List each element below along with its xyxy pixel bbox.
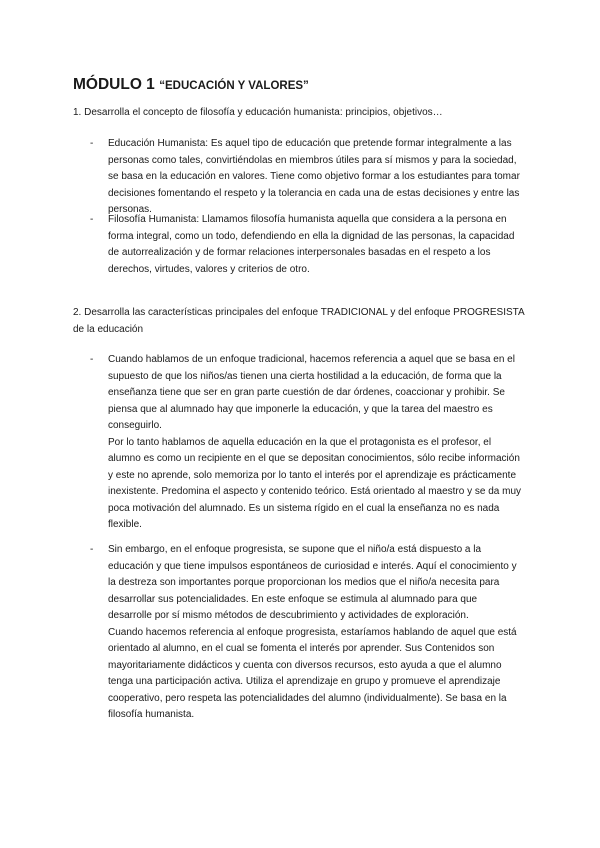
module-subtitle: “EDUCACIÓN Y VALORES”	[159, 80, 309, 92]
module-label: MÓDULO 1	[73, 76, 155, 93]
list-item-enfoque-tradicional	[90, 352, 540, 534]
bullet-dash: -	[90, 214, 94, 225]
paragraph: Por lo tanto hablamos de aquella educación en la que el protagonista es el profesor, el alumno es como un recipiente en el que se depositan conocimientos, sólo recibe información y este no aprende, solo memoriza por lo tanto el interés por el aprendizaje es prácticamente inexistente. Predomina el aspecto y contenido teórico. Está orientado al maestro y se da muy poca motivación del alumnado. Es un sistema rígido en el cual la enseñanza no es nada flexible.	[108, 436, 522, 530]
paragraph: Cuando hacemos referencia al enfoque progresista, estaríamos hablando de aquel que está orientado al alumno, en el cual se fomenta el interés por aprender. Sus Contenidos son mayoritariamente didácticos y cuenta con diversos recursos, esto ayuda a que el alumno tenga una participación activa. Utiliza el aprendizaje en grupo y promueve el aprendizaje cooperativo, pero respeta las potencialidades del alumno (individualmente). Se basa en la filosofía humanista.	[108, 626, 517, 720]
paragraph: Educación Humanista: Es aquel tipo de educación que pretende formar integralmente a las personas como tales, convirtiéndolas en miembros útiles para sí mismos y para la sociedad, se basa en la educación en valores. Tiene como objetivo formar a los estudiantes para tomar decisiones fomentando el respeto y la tolerancia en cada una de estas decisiones y entre las personas.	[108, 138, 520, 215]
question-1: 1. Desarrolla el concepto de filosofía y educación humanista: principios, objetivos…	[73, 107, 443, 118]
question-2: 2. Desarrolla las características principales del enfoque TRADICIONAL y del enfoque PROGRESISTA de la educación	[73, 307, 525, 335]
list-item-educacion-humanista	[90, 136, 540, 219]
paragraph: Sin embargo, en el enfoque progresista, se supone que el niño/a está dispuesto a la educación y que tiene impulsos espontáneos de curiosidad e interés. Aquí el conocimiento y la destreza son importantes porque proporcionan los medios que el niño/a necesita para desarrollar sus potencialidades. En este enfoque se estimula al alumnado para que desarrolle por sí mismo métodos de descubrimiento y actividades de exploración.	[108, 544, 517, 621]
bullet-dash: -	[90, 354, 94, 365]
bullet-dash: -	[90, 544, 94, 555]
list-item-enfoque-progresista	[90, 542, 540, 724]
paragraph: Cuando hablamos de un enfoque tradicional, hacemos referencia a aquel que se basa en el supuesto de que los niños/as tienen una cierta hostilidad a la educación, de forma que la enseñanza tiene que ser en gran parte cuestión de dar órdenes, coaccionar y prohibir. Se piensa que al alumnado hay que imponerle la educación, y que la tarea del maestro es conseguirlo.	[108, 354, 515, 431]
bullet-dash: -	[90, 138, 94, 149]
list-item-filosofia-humanista	[90, 212, 540, 278]
document-title	[73, 76, 309, 94]
paragraph: Filosofía Humanista: Llamamos filosofía humanista aquella que considera a la persona en forma integral, como un todo, defendiendo en ella la dignidad de las personas, la capacidad de autorrealización y de formar relaciones interpersonales basadas en el respeto a los derechos, virtudes, valores y criterios de otro.	[108, 214, 515, 275]
